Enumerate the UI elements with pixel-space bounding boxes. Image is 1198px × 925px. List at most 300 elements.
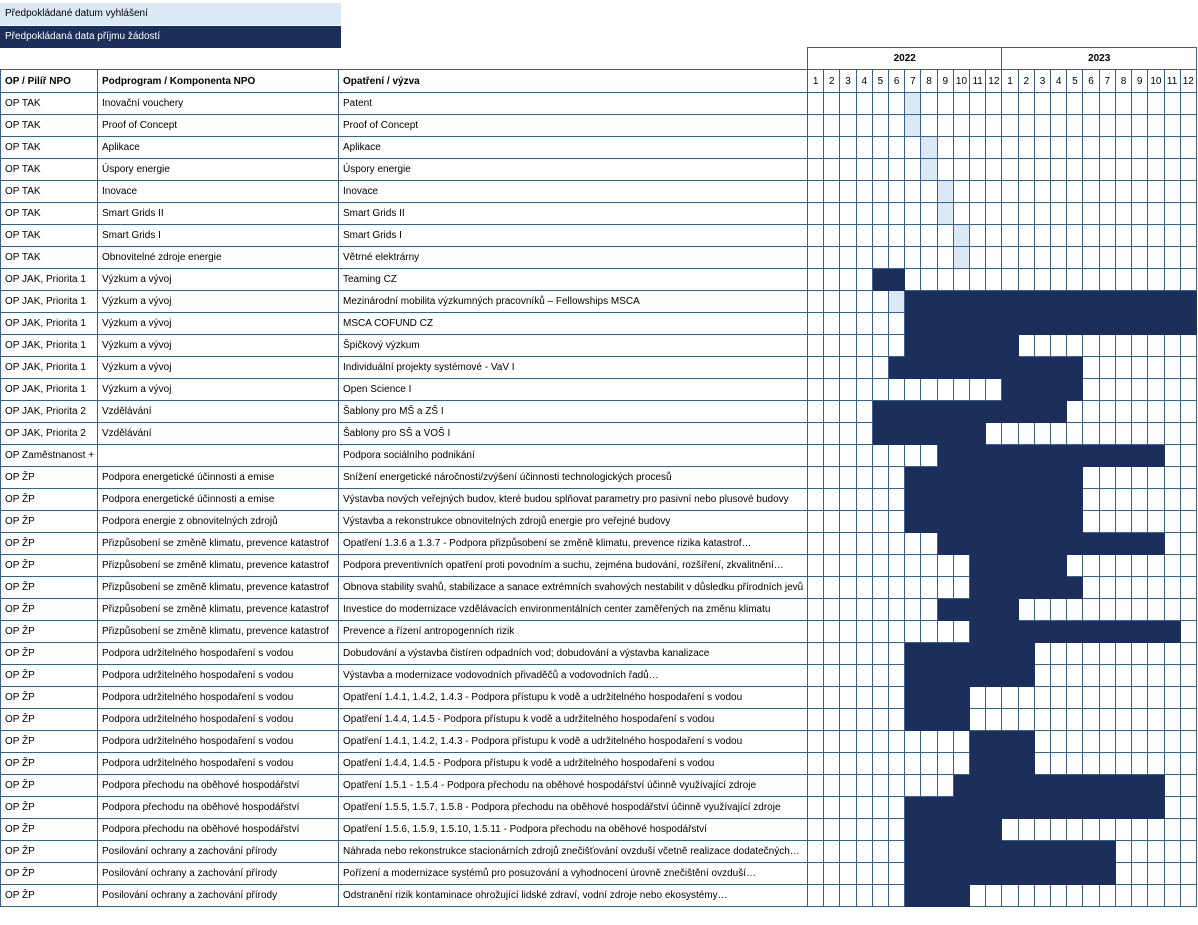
month-cell xyxy=(921,621,937,643)
intake-bar-cell xyxy=(986,841,1002,863)
month-cell xyxy=(1051,687,1067,709)
month-cell xyxy=(856,335,872,357)
month-cell xyxy=(1115,841,1131,863)
table-row xyxy=(1,423,1197,445)
month-cell xyxy=(1148,731,1164,753)
intake-bar-cell xyxy=(889,423,905,445)
cell-measure: Odstranění rizik kontaminace ohrožující lidské zdraví, vodní zdroje nebo ekosystémy… xyxy=(339,885,808,907)
intake-bar-cell xyxy=(1018,313,1034,335)
month-header: 7 xyxy=(905,70,921,93)
month-cell xyxy=(1002,203,1018,225)
month-cell xyxy=(1099,93,1115,115)
cell-subprogram: Výzkum a vývoj xyxy=(98,335,339,357)
cell-measure: Šablony pro MŠ a ZŠ I xyxy=(339,401,808,423)
intake-bar-cell xyxy=(986,775,1002,797)
month-cell xyxy=(808,687,824,709)
month-cell xyxy=(970,269,986,291)
intake-bar-cell xyxy=(1099,445,1115,467)
intake-bar-cell xyxy=(1083,775,1099,797)
intake-bar-cell xyxy=(1067,467,1083,489)
month-cell xyxy=(1083,401,1099,423)
cell-measure: Proof of Concept xyxy=(339,115,808,137)
month-cell xyxy=(1083,599,1099,621)
month-cell xyxy=(889,841,905,863)
month-cell xyxy=(937,775,953,797)
month-cell xyxy=(953,621,969,643)
month-cell xyxy=(1132,203,1148,225)
month-cell xyxy=(872,335,888,357)
month-cell xyxy=(921,93,937,115)
intake-bar-cell xyxy=(1115,533,1131,555)
intake-bar-cell xyxy=(905,665,921,687)
month-cell xyxy=(905,379,921,401)
month-cell xyxy=(1164,863,1180,885)
table-row xyxy=(1,357,1197,379)
cell-op: OP ŽP xyxy=(1,819,98,841)
month-cell xyxy=(1099,159,1115,181)
month-cell xyxy=(970,379,986,401)
cell-subprogram: Výzkum a vývoj xyxy=(98,313,339,335)
month-cell xyxy=(808,665,824,687)
month-cell xyxy=(1067,203,1083,225)
intake-bar-cell xyxy=(937,819,953,841)
month-cell xyxy=(1099,731,1115,753)
cell-subprogram: Podpora energetické účinnosti a emise xyxy=(98,467,339,489)
month-cell xyxy=(1164,181,1180,203)
month-cell xyxy=(921,445,937,467)
intake-bar-cell xyxy=(970,643,986,665)
month-cell xyxy=(872,687,888,709)
month-header: 4 xyxy=(1051,70,1067,93)
cell-subprogram: Přizpůsobení se změně klimatu, prevence katastrof xyxy=(98,599,339,621)
cell-subprogram: Přizpůsobení se změně klimatu, prevence katastrof xyxy=(98,533,339,555)
month-cell xyxy=(905,203,921,225)
month-cell xyxy=(953,159,969,181)
intake-bar-cell xyxy=(921,885,937,907)
month-cell xyxy=(840,379,856,401)
month-cell xyxy=(953,731,969,753)
table-row xyxy=(1,247,1197,269)
intake-bar-cell xyxy=(953,533,969,555)
month-cell xyxy=(856,445,872,467)
intake-bar-cell xyxy=(905,401,921,423)
cell-op: OP TAK xyxy=(1,93,98,115)
intake-bar-cell xyxy=(1067,621,1083,643)
month-cell xyxy=(1148,709,1164,731)
intake-bar-cell xyxy=(986,401,1002,423)
month-header: 8 xyxy=(1115,70,1131,93)
intake-bar-cell xyxy=(970,291,986,313)
month-cell xyxy=(1083,203,1099,225)
month-cell xyxy=(1148,379,1164,401)
intake-bar-cell xyxy=(1034,863,1050,885)
month-cell xyxy=(824,401,840,423)
intake-bar-cell xyxy=(1148,313,1164,335)
month-cell xyxy=(856,401,872,423)
month-cell xyxy=(1051,885,1067,907)
intake-bar-cell xyxy=(953,423,969,445)
month-cell xyxy=(953,93,969,115)
intake-bar-cell xyxy=(1051,291,1067,313)
month-cell xyxy=(824,775,840,797)
table-row xyxy=(1,753,1197,775)
month-cell xyxy=(937,159,953,181)
intake-bar-cell xyxy=(1034,555,1050,577)
month-cell xyxy=(1099,467,1115,489)
month-cell xyxy=(824,885,840,907)
month-header: 12 xyxy=(986,70,1002,93)
month-cell xyxy=(872,203,888,225)
month-cell xyxy=(1115,401,1131,423)
month-cell xyxy=(1148,665,1164,687)
month-cell xyxy=(1164,555,1180,577)
month-cell xyxy=(1083,379,1099,401)
month-cell xyxy=(824,93,840,115)
cell-subprogram: Smart Grids II xyxy=(98,203,339,225)
intake-bar-cell xyxy=(970,841,986,863)
month-cell xyxy=(1099,115,1115,137)
month-cell xyxy=(808,203,824,225)
intake-bar-cell xyxy=(937,401,953,423)
intake-bar-cell xyxy=(1148,775,1164,797)
table-row xyxy=(1,203,1197,225)
month-cell xyxy=(840,599,856,621)
month-cell xyxy=(840,819,856,841)
month-cell xyxy=(856,819,872,841)
month-cell xyxy=(1164,159,1180,181)
month-cell xyxy=(905,159,921,181)
intake-bar-cell xyxy=(905,313,921,335)
cell-op: OP ŽP xyxy=(1,863,98,885)
intake-bar-cell xyxy=(1051,511,1067,533)
month-cell xyxy=(1115,225,1131,247)
month-cell xyxy=(824,247,840,269)
month-cell xyxy=(937,269,953,291)
month-header: 10 xyxy=(1148,70,1164,93)
month-cell xyxy=(953,181,969,203)
month-cell xyxy=(1067,137,1083,159)
header-subprogram: Podprogram / Komponenta NPO xyxy=(98,70,339,93)
intake-bar-cell xyxy=(1051,841,1067,863)
cell-measure: Náhrada nebo rekonstrukce stacionárních zdrojů znečišťování ovzduší včetně realizace dodatečných… xyxy=(339,841,808,863)
intake-bar-cell xyxy=(1067,775,1083,797)
table-row xyxy=(1,643,1197,665)
table-row xyxy=(1,225,1197,247)
intake-bar-cell xyxy=(1018,489,1034,511)
intake-bar-cell xyxy=(1115,621,1131,643)
month-cell xyxy=(889,93,905,115)
cell-subprogram: Podpora udržitelného hospodaření s vodou xyxy=(98,731,339,753)
month-cell xyxy=(808,247,824,269)
table-row xyxy=(1,401,1197,423)
month-cell xyxy=(824,643,840,665)
intake-bar-cell xyxy=(1164,291,1180,313)
month-cell xyxy=(808,643,824,665)
month-cell xyxy=(808,489,824,511)
month-cell xyxy=(1164,269,1180,291)
intake-bar-cell xyxy=(937,687,953,709)
cell-measure: Snížení energetické náročnosti/zvýšení účinnosti technologických procesů xyxy=(339,467,808,489)
month-cell xyxy=(1115,137,1131,159)
month-cell xyxy=(1132,885,1148,907)
month-cell xyxy=(1115,863,1131,885)
intake-bar-cell xyxy=(921,643,937,665)
month-cell xyxy=(1148,467,1164,489)
cell-measure: Opatření 1.4.4, 1.4.5 - Podpora přístupu k vodě a udržitelného hospodaření s vodou xyxy=(339,709,808,731)
month-cell xyxy=(1083,247,1099,269)
month-cell xyxy=(1180,357,1196,379)
month-cell xyxy=(937,247,953,269)
table-row xyxy=(1,797,1197,819)
month-cell xyxy=(1180,115,1196,137)
intake-bar-cell xyxy=(1018,643,1034,665)
month-cell xyxy=(824,797,840,819)
month-cell xyxy=(1099,753,1115,775)
month-cell xyxy=(986,203,1002,225)
month-cell xyxy=(872,819,888,841)
month-cell xyxy=(824,445,840,467)
cell-measure: Opatření 1.4.1, 1.4.2, 1.4.3 - Podpora přístupu k vodě a udržitelného hospodaření s vodou xyxy=(339,731,808,753)
month-cell xyxy=(872,731,888,753)
intake-bar-cell xyxy=(1002,643,1018,665)
month-cell xyxy=(1180,665,1196,687)
month-cell xyxy=(1051,819,1067,841)
table-row xyxy=(1,885,1197,907)
intake-bar-cell xyxy=(1002,511,1018,533)
intake-bar-cell xyxy=(1051,775,1067,797)
month-cell xyxy=(986,247,1002,269)
month-cell xyxy=(856,643,872,665)
month-cell xyxy=(1148,159,1164,181)
month-cell xyxy=(1034,203,1050,225)
cell-subprogram: Výzkum a vývoj xyxy=(98,291,339,313)
intake-bar-cell xyxy=(1051,533,1067,555)
intake-bar-cell xyxy=(921,401,937,423)
month-cell xyxy=(872,863,888,885)
intake-bar-cell xyxy=(1051,863,1067,885)
month-cell xyxy=(872,445,888,467)
intake-bar-cell xyxy=(1099,797,1115,819)
month-cell xyxy=(1132,357,1148,379)
month-cell xyxy=(1164,335,1180,357)
month-cell xyxy=(1034,753,1050,775)
month-cell xyxy=(1132,335,1148,357)
intake-bar-cell xyxy=(1018,445,1034,467)
intake-bar-cell xyxy=(1067,863,1083,885)
month-header: 3 xyxy=(1034,70,1050,93)
cell-measure: Šablony pro SŠ a VOŠ I xyxy=(339,423,808,445)
month-cell xyxy=(1164,687,1180,709)
month-cell xyxy=(921,533,937,555)
month-cell xyxy=(808,423,824,445)
month-cell xyxy=(1164,467,1180,489)
month-cell xyxy=(1148,357,1164,379)
month-cell xyxy=(840,423,856,445)
intake-bar-cell xyxy=(872,401,888,423)
month-cell xyxy=(905,181,921,203)
month-cell xyxy=(1083,577,1099,599)
month-cell xyxy=(1164,247,1180,269)
cell-op: OP TAK xyxy=(1,247,98,269)
month-cell xyxy=(889,489,905,511)
month-cell xyxy=(840,797,856,819)
month-cell xyxy=(1099,665,1115,687)
month-cell xyxy=(1083,753,1099,775)
month-cell xyxy=(970,225,986,247)
month-cell xyxy=(1180,819,1196,841)
cell-op: OP JAK, Priorita 1 xyxy=(1,313,98,335)
table-row xyxy=(1,577,1197,599)
intake-bar-cell xyxy=(1115,291,1131,313)
month-cell xyxy=(1083,555,1099,577)
month-cell xyxy=(1083,489,1099,511)
intake-bar-cell xyxy=(889,401,905,423)
month-cell xyxy=(1067,599,1083,621)
intake-bar-cell xyxy=(953,819,969,841)
month-cell xyxy=(1164,577,1180,599)
cell-measure: Opatření 1.4.1, 1.4.2, 1.4.3 - Podpora přístupu k vodě a udržitelného hospodaření s vodou xyxy=(339,687,808,709)
table-row xyxy=(1,819,1197,841)
month-cell xyxy=(856,115,872,137)
intake-bar-cell xyxy=(970,467,986,489)
month-cell xyxy=(1180,489,1196,511)
intake-bar-cell xyxy=(1034,533,1050,555)
cell-subprogram: Obnovitelné zdroje energie xyxy=(98,247,339,269)
intake-bar-cell xyxy=(1132,291,1148,313)
month-cell xyxy=(1132,181,1148,203)
cell-measure: Patent xyxy=(339,93,808,115)
month-cell xyxy=(953,555,969,577)
month-cell xyxy=(824,269,840,291)
month-cell xyxy=(1034,269,1050,291)
intake-bar-cell xyxy=(1034,489,1050,511)
month-cell xyxy=(824,137,840,159)
cell-subprogram: Podpora udržitelného hospodaření s vodou xyxy=(98,753,339,775)
month-cell xyxy=(1148,555,1164,577)
month-cell xyxy=(808,797,824,819)
month-cell xyxy=(840,775,856,797)
month-cell xyxy=(840,291,856,313)
month-cell xyxy=(905,731,921,753)
month-cell xyxy=(1132,489,1148,511)
month-cell xyxy=(1018,335,1034,357)
month-cell xyxy=(1180,709,1196,731)
month-cell xyxy=(889,159,905,181)
month-cell xyxy=(905,269,921,291)
month-cell xyxy=(1180,445,1196,467)
month-cell xyxy=(970,687,986,709)
month-cell xyxy=(1180,511,1196,533)
cell-subprogram: Podpora udržitelného hospodaření s vodou xyxy=(98,687,339,709)
month-cell xyxy=(1164,203,1180,225)
month-cell xyxy=(1018,159,1034,181)
month-cell xyxy=(1099,225,1115,247)
month-cell xyxy=(872,313,888,335)
cell-measure: Výstavba nových veřejných budov, které budou splňovat parametry pro pasivní nebo plusové budovy xyxy=(339,489,808,511)
month-cell xyxy=(872,577,888,599)
month-cell xyxy=(872,555,888,577)
month-cell xyxy=(840,115,856,137)
intake-bar-cell xyxy=(953,709,969,731)
announce-cell xyxy=(905,93,921,115)
intake-bar-cell xyxy=(1051,577,1067,599)
month-cell xyxy=(953,137,969,159)
month-cell xyxy=(808,731,824,753)
month-cell xyxy=(840,247,856,269)
month-cell xyxy=(840,137,856,159)
month-cell xyxy=(921,379,937,401)
month-cell xyxy=(808,335,824,357)
month-cell xyxy=(808,599,824,621)
month-cell xyxy=(1164,819,1180,841)
intake-bar-cell xyxy=(1051,467,1067,489)
month-cell xyxy=(937,731,953,753)
intake-bar-cell xyxy=(1002,379,1018,401)
month-cell xyxy=(921,599,937,621)
month-cell xyxy=(953,753,969,775)
intake-bar-cell xyxy=(937,885,953,907)
intake-bar-cell xyxy=(953,797,969,819)
announce-cell xyxy=(937,203,953,225)
month-cell xyxy=(1083,181,1099,203)
month-cell xyxy=(1115,599,1131,621)
month-cell xyxy=(1067,731,1083,753)
legend-intake-label: Předpokládaná data příjmu žádostí xyxy=(5,31,161,42)
month-cell xyxy=(1148,819,1164,841)
month-cell xyxy=(1002,159,1018,181)
intake-bar-cell xyxy=(1148,291,1164,313)
month-cell xyxy=(856,93,872,115)
month-cell xyxy=(856,137,872,159)
month-cell xyxy=(1099,423,1115,445)
intake-bar-cell xyxy=(1034,797,1050,819)
intake-bar-cell xyxy=(1002,467,1018,489)
month-header: 10 xyxy=(953,70,969,93)
month-cell xyxy=(953,115,969,137)
intake-bar-cell xyxy=(872,269,888,291)
intake-bar-cell xyxy=(905,841,921,863)
table-row xyxy=(1,269,1197,291)
intake-bar-cell xyxy=(986,665,1002,687)
month-cell xyxy=(1099,489,1115,511)
month-cell xyxy=(808,357,824,379)
intake-bar-cell xyxy=(1180,291,1196,313)
month-cell xyxy=(1002,115,1018,137)
month-cell xyxy=(808,577,824,599)
month-cell xyxy=(872,291,888,313)
month-cell xyxy=(1180,137,1196,159)
month-cell xyxy=(808,181,824,203)
intake-bar-cell xyxy=(1018,863,1034,885)
month-cell xyxy=(970,181,986,203)
month-cell xyxy=(1051,709,1067,731)
cell-measure: Podpora preventivních opatření proti povodním a suchu, zejména budování, rozšíření, zkvalitnění… xyxy=(339,555,808,577)
header-op: OP / Pilíř NPO xyxy=(1,70,98,93)
month-cell xyxy=(824,665,840,687)
intake-bar-cell xyxy=(1067,313,1083,335)
month-cell xyxy=(921,555,937,577)
intake-bar-cell xyxy=(1067,445,1083,467)
month-cell xyxy=(808,313,824,335)
month-cell xyxy=(1180,863,1196,885)
intake-bar-cell xyxy=(1018,555,1034,577)
intake-bar-cell xyxy=(986,797,1002,819)
intake-bar-cell xyxy=(1034,313,1050,335)
cell-op: OP TAK xyxy=(1,181,98,203)
intake-bar-cell xyxy=(1164,313,1180,335)
intake-bar-cell xyxy=(1083,863,1099,885)
month-cell xyxy=(840,555,856,577)
